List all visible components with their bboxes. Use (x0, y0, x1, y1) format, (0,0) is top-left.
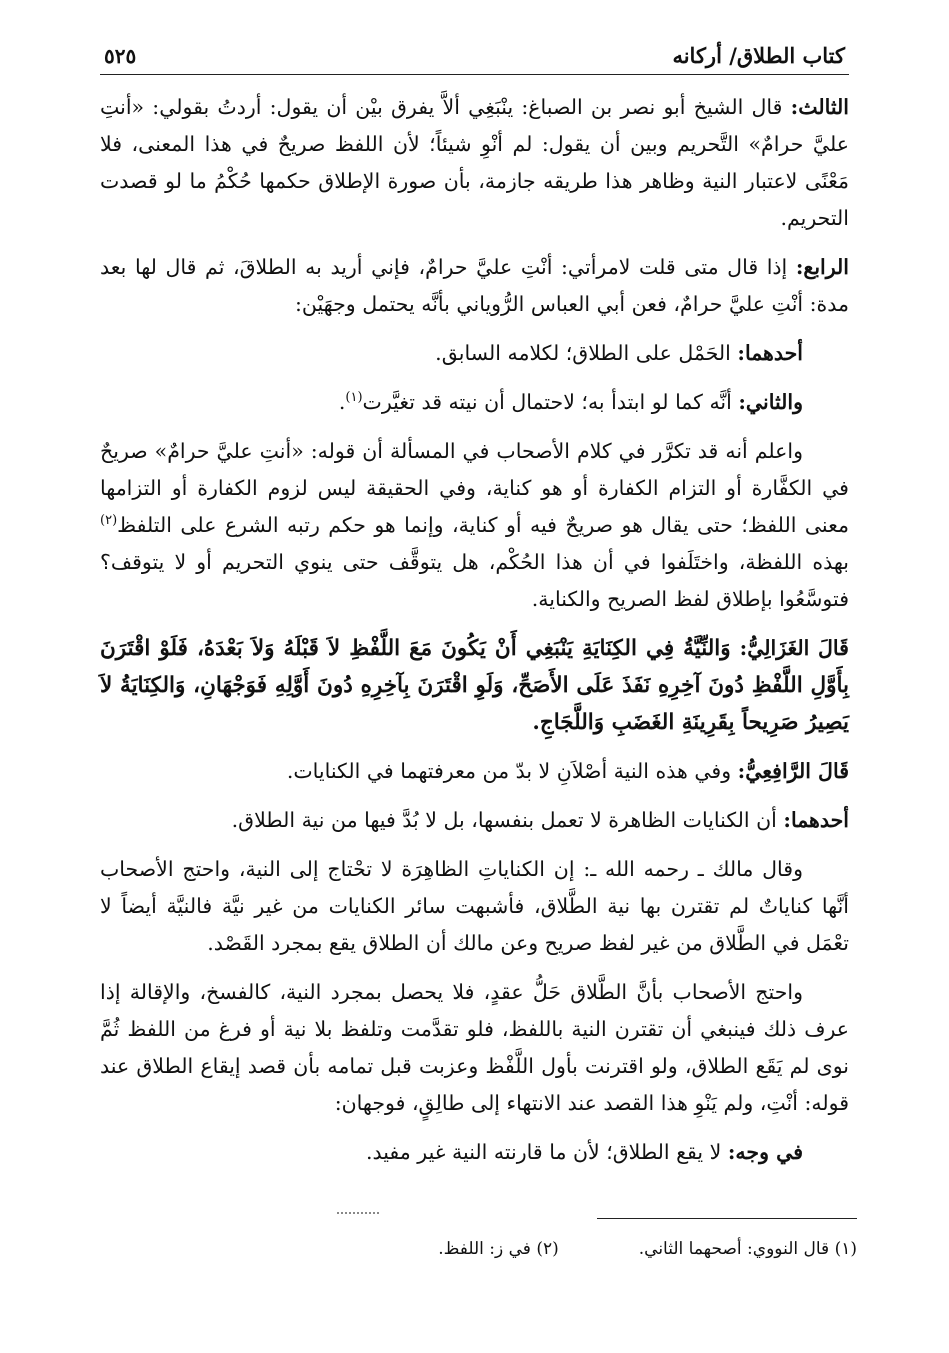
paragraph-first-principle (100, 802, 849, 839)
footnotes (100, 1234, 857, 1264)
footnote-ref[interactable]: (١) (345, 390, 363, 406)
footnote-text: قال النووي: أصحهما الثاني. (638, 1239, 830, 1259)
paragraph-malik (100, 851, 849, 962)
paragraph-text: أنَّه كما لو ابتدأ به؛ لاحتمال أن نيته قد تغيَّرت (362, 390, 739, 414)
separator-dots (337, 1212, 379, 1216)
paragraph-one-view (100, 1134, 849, 1171)
matn-text: وَالنِّيَّةُ فِي الكِنَايَةِ يَنْبَغِي أَنْ يَكُونَ مَعَ اللَّفْظِ لاَ قَبْلَهُ وَلاَ بَعْدَهُ، فَلَوْ اقْتَرَنَ بِأَوَّلِ اللَّفْظِ دُونَ آخِرِهِ نَفَذَ عَلَى الأَصَحِّ، وَلَوِ اقْتَرَنَ بِآخِرِهِ دُونَ أَوَّلِهِ فَوَجْهَانِ، وَالكِنَايَةُ لاَ يَصِيرُ صَرِيحاً بِقَرِينَةِ الغَضَبِ وَاللَّجَاجِ. (100, 636, 849, 735)
paragraph-lead: في وجه: (727, 1140, 803, 1164)
footnote-ref[interactable]: (٢) (100, 513, 118, 529)
running-header (100, 38, 849, 74)
footnote-number: (١) (834, 1239, 857, 1259)
paragraph-tail: . (338, 390, 346, 414)
paragraph-lead: أحدهما: (783, 808, 849, 832)
paragraph-second-view (100, 384, 849, 421)
paragraph-lead: الرابع: (795, 255, 849, 279)
paragraph-lead: الثالث: (790, 95, 849, 119)
paragraph-text: واحتج الأصحاب بأنَّ الطَّلاق حَلُّ عقدٍ، فلا يحصل بمجرد النية، كالفسخ، والإقالة إذا عرف ذلك فينبغي أن تقترن النية باللفظ، فلو تقدَّمت وتلفظ بلا نية أو فرغ من اللفظ ثُمَّ نوى لم يَقَع الطلاق، ولو اقترنت بأول اللَّفْظ وعزبت قبل تمامه بأن قصد إيقاع الطلاق عند قوله: أنْتِ، ولم يَنْوِ هذا القصد عند الانتهاء إلى طالِقٍ، فوجهان: (100, 980, 849, 1115)
paragraph-lead: أحدهما: (737, 341, 803, 365)
footnote-text: في ز: اللفظ. (438, 1239, 531, 1259)
paragraph-argument (100, 974, 849, 1122)
footnote-2 (438, 1234, 559, 1264)
paragraph-text: لا يقع الطلاق؛ لأن ما قارنته النية غير مفيد. (365, 1140, 728, 1164)
paragraph-lead: قَالَ الرَّافِعِيُّ: (737, 759, 849, 783)
footnote-1 (639, 1234, 857, 1264)
paragraph-text: واعلم أنه قد تكرَّر في كلام الأصحاب في المسألة أن قوله: «أنتِ عليَّ حرامٌ» صريحٌ في الكفَّارة أو التزام الكفارة أو هو كناية، وفي الحقيقة ليس لزوم الكفارة أو التزامها معنى اللفظ؛ حتى يقال هو صريحٌ فيه أو كناية، وإنما هو حكم رتبه الشرع على التلفظ (100, 439, 849, 537)
page-number: ٥٢٥ (104, 44, 137, 68)
header-rule (100, 74, 849, 75)
paragraph-ghazali-matn (100, 630, 849, 741)
chapter-title: كتاب الطلاق/ أركانه (672, 43, 845, 68)
paragraph-lead: قَالَ الغَزَالِيُّ: (739, 636, 849, 660)
footnote-rule (597, 1218, 857, 1219)
paragraph-third (100, 89, 849, 237)
paragraph-text: إذا قال متى قلت لامرأتي: أنْتِ عليَّ حرامٌ، فإني أريد به الطلاقَ، ثم قال لها بعد مدة: أنْتِ عليَّ حرامٌ، فعن أبي العباس الرُّوياني بأنَّه يحتمل وجهَيْن: (100, 255, 849, 316)
paragraph-text: وقال مالك ـ رحمه الله ـ: إن الكناياتِ الظاهِرَة لا تحْتاج إلى النية، واحتج الأصحاب أنَّها كناياتٌ لم تقترن بها نية الطَّلاق، فأشبهت سائر الكنايات من غير نيَّة فالنيَّة أيضاً لا تعْمَل في الطَّلاق من غير لفظ صريح وعن مالك أن الطلاق يقع بمجرد القَصْد. (100, 857, 849, 955)
paragraph-lead: والثاني: (738, 390, 803, 414)
paragraph-text: الحَمْل على الطلاق؛ لكلامه السابق. (435, 341, 738, 365)
paragraph-text: قال الشيخ أبو نصر بن الصباغ: ينْبَغِي ألاَّ يفرق بيْن أن يقول: أردتُ بقولي: «أنتِ عليَّ حرامٌ» التَّحريم وبين أن يقول: لم أنْوِ شيئاً؛ لأن اللفظ صريحٌ في هذا المعنى، فلا مَعْنًى لاعتبار النية وظاهر هذا طريقه جازمة، بأن صورة الإطلاق حكمها حُكْمُ ما لو قصدت التحريم. (100, 95, 849, 230)
paragraph-rafii (100, 753, 849, 790)
paragraph-fourth (100, 249, 849, 323)
paragraph-text: بهذه اللفظة، واختَلَفوا في أن هذا الحُكْم، هل يتوقَّف حتى ينوي التحريم أو لا يتوقف؟ فتوسَّعُوا بإطلاق لفظ الصريح والكناية. (100, 550, 849, 611)
paragraph-text: أن الكنايات الظاهرة لا تعمل بنفسها، بل لا بُدَّ فيها من نية الطلاق. (231, 808, 784, 832)
paragraph-first-view (100, 335, 849, 372)
paragraph-note (100, 433, 849, 618)
paragraph-text: وفي هذه النية أصْلاَنِ لا بدّ من معرفتهما في الكنايات. (286, 759, 738, 783)
footnote-number: (٢) (536, 1239, 559, 1259)
page-body (100, 89, 849, 1171)
